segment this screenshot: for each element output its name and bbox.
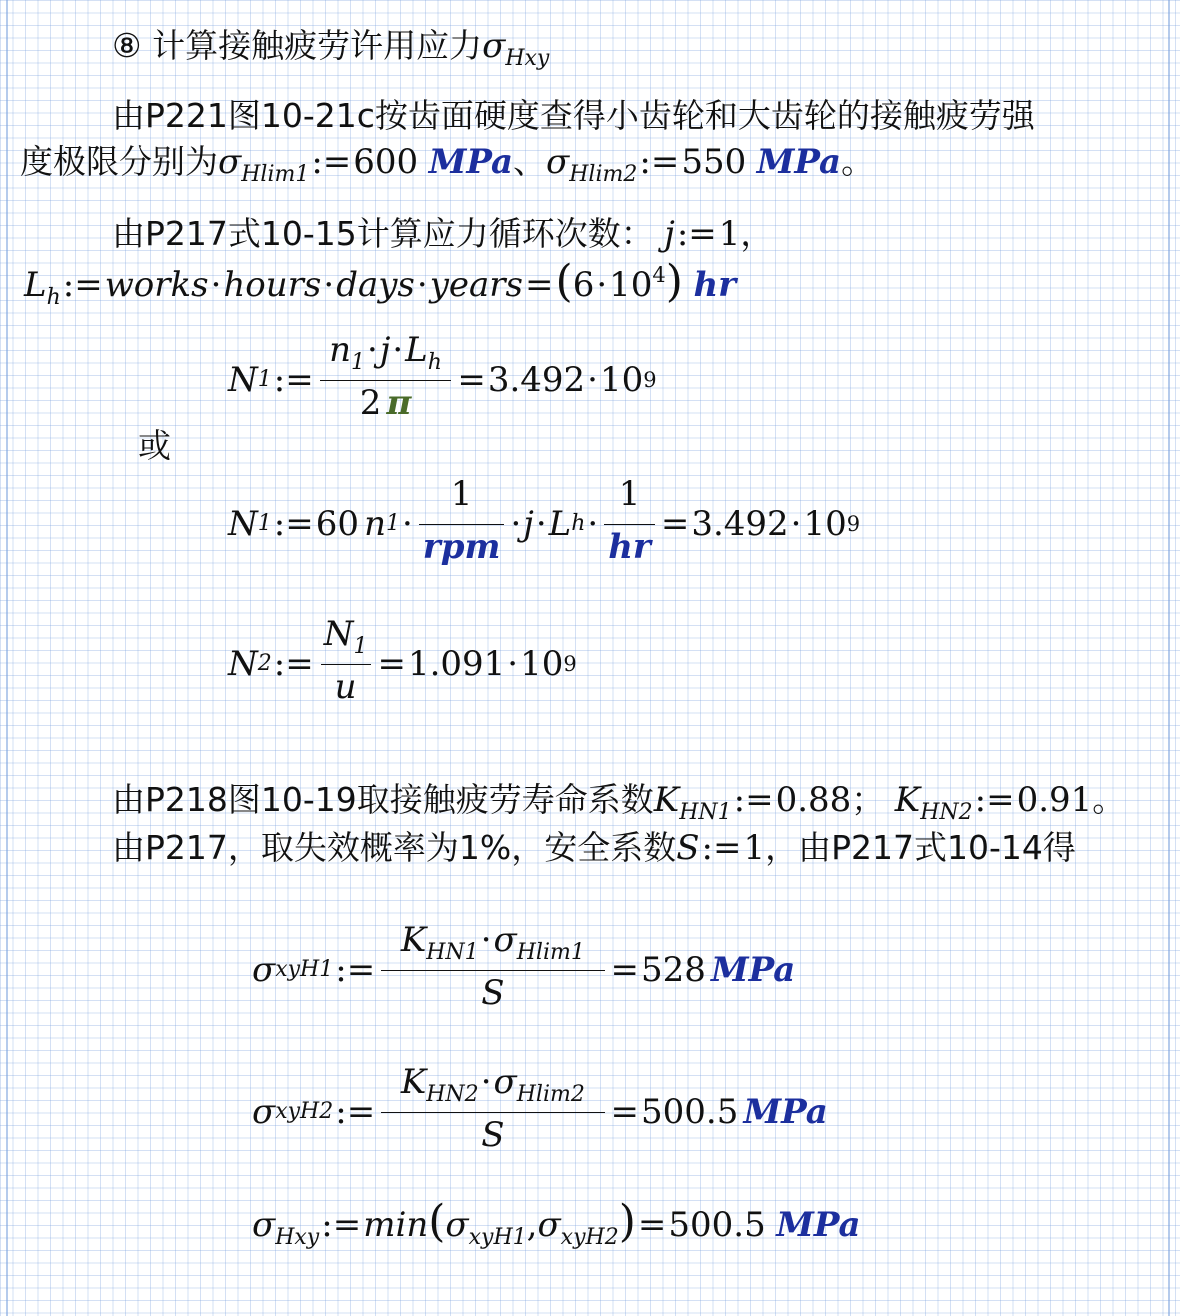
eq2-fraction-rpm [419, 474, 505, 573]
eq2-lhs: N [228, 503, 258, 544]
eq5-fraction: $\frac{K_{HN2}\cdot\sigma_{Hlim2}}{S}$ [381, 1062, 604, 1161]
eq3-den: u [334, 667, 357, 707]
lim1-symbol: σ [218, 142, 242, 182]
eq6-comma: , [526, 1205, 538, 1245]
right-margin-line [1168, 0, 1170, 1316]
paragraph-1-line-2 [20, 140, 875, 187]
lh-term-days: days [336, 265, 415, 305]
eq1-den-coef: 2 [359, 383, 382, 423]
eq6-arg2: σ [537, 1205, 561, 1245]
eq6-unit: MPa [776, 1205, 861, 1245]
sigma-hxy-equation: $\sigma_{Hxy}:=\min(\sigma_{xyH1},\sigma_{xyH2})=500.5$ MPa [252, 1196, 861, 1250]
lh-term-hours: hours [223, 265, 322, 305]
j-end: ， [740, 214, 774, 253]
eq2-frac1-den: rpm [422, 527, 501, 567]
eq5-lhs: σ [252, 1091, 276, 1132]
lh-result-exp: 4 [652, 263, 666, 287]
eq6-arg1: σ [445, 1205, 469, 1245]
eq5-equals: = [610, 1091, 639, 1132]
eq2-frac2-num: 1 [618, 474, 641, 514]
eq5-num-K: K [400, 1062, 427, 1102]
lh-unit: hr [693, 265, 737, 305]
eq4-assign: := [335, 949, 376, 990]
eq1-equals: = [457, 359, 486, 400]
lim1-value: 600 [353, 142, 419, 182]
paragraph-2-line-1 [112, 212, 773, 256]
lim2-sub: Hlim2 [569, 162, 638, 187]
eq2-frac2-den: hr [608, 527, 651, 567]
eq3-assign: := [273, 643, 314, 684]
s-value: 1 [743, 828, 766, 868]
k1-assign: := [733, 780, 774, 820]
p3-separator: ； [851, 780, 885, 819]
eq3-num: N [323, 614, 354, 654]
eq2-j: j [523, 503, 534, 544]
eq6-lhs-sub: Hxy [275, 1225, 320, 1250]
paragraph-3 [112, 778, 1126, 825]
eq4-num-sigma-sub: Hlim1 [516, 940, 585, 965]
eq1-num-L: L [405, 330, 428, 370]
p2-text: 由P217式10-15计算应力循环次数： [112, 214, 654, 253]
lh-equation: $L_h:=works\cdot hours\cdot days\cdot years=(6\cdot 10^4)$ hr [24, 256, 737, 310]
lh-term-works: works [104, 265, 209, 305]
eq1-num-j: j [379, 330, 391, 370]
eq4-num-K: K [400, 920, 427, 960]
eq2-result-base: 10 [803, 503, 847, 544]
n1-equation-a: N 1 := $\frac{n_1\cdot j\cdot L_h}{2 \pi}$ = 3.492 · 10 9 [228, 330, 657, 429]
or-text: 或 [138, 426, 171, 465]
lh-assign: := [62, 265, 103, 305]
k1-symbol: K [653, 780, 680, 820]
heading-symbol-sub: Hxy [505, 46, 550, 71]
eq6-func: min [363, 1205, 429, 1245]
eq4-den: S [481, 973, 505, 1013]
eq2-n: n [364, 503, 386, 544]
or-label [138, 424, 171, 468]
lim1-assign: := [311, 142, 352, 182]
eq2-result: 3.492 [691, 503, 789, 544]
eq2-frac1-num: 1 [450, 474, 473, 514]
lim1-sub: Hlim1 [241, 162, 310, 187]
p3-text: 由P218图10-19取接触疲劳寿命系数 [112, 780, 654, 819]
p1-text-1: 由P221图10-21c按齿面硬度查得小齿轮和大齿轮的接触疲劳强 [112, 96, 1035, 135]
s-symbol: S [676, 828, 700, 868]
eq6-arg1-sub: xyH1 [468, 1225, 527, 1250]
eq4-result: 528 [641, 949, 706, 990]
sigma-xyh1-equation: σ xyH1 := $\frac{K_{HN1}\cdot\sigma_{Hlim1}}{S}$ = 528 MPa [252, 920, 795, 1019]
n2-equation: N 2 := $\frac{N_1}{u}$ = 1.091 · 10 9 [228, 614, 577, 713]
eq1-num-n-sub: 1 [351, 350, 365, 375]
eq4-equals: = [610, 949, 639, 990]
lim2-unit: MPa [756, 142, 842, 182]
j-symbol: j [664, 214, 675, 254]
eq5-assign: := [335, 1091, 376, 1132]
eq2-coef: 60 [315, 503, 359, 544]
eq5-unit: MPa [743, 1091, 828, 1132]
k1-value: 0.88 [775, 780, 852, 820]
eq4-lhs: σ [252, 949, 276, 990]
k2-symbol: K [894, 780, 921, 820]
eq6-assign: := [321, 1205, 362, 1245]
p3-end: 。 [1092, 780, 1126, 819]
lim2-assign: := [639, 142, 680, 182]
lh-term-years: years [429, 265, 524, 305]
lh-sub: h [46, 285, 61, 310]
p1-text-2: 度极限分别为 [20, 142, 218, 181]
s-assign: := [701, 828, 742, 868]
j-assign: := [676, 214, 717, 254]
p1-end: 。 [841, 142, 875, 181]
eq4-num-K-sub: HN1 [426, 940, 479, 965]
heading-marker: ⑧ [112, 26, 142, 65]
eq1-assign: := [273, 359, 314, 400]
eq2-fraction-hr [604, 474, 655, 573]
j-value: 1 [718, 214, 741, 254]
eq5-den: S [481, 1115, 505, 1155]
eq5-num-K-sub: HN2 [426, 1082, 479, 1107]
eq1-num-n: n [329, 330, 351, 370]
lim2-value: 550 [681, 142, 747, 182]
left-margin-line [6, 0, 8, 1316]
k1-sub: HN1 [679, 800, 732, 825]
eq4-fraction: $\frac{K_{HN1}\cdot\sigma_{Hlim1}}{S}$ [381, 920, 604, 1019]
eq3-result-base: 10 [520, 643, 564, 684]
eq6-arg2-sub: xyH2 [560, 1225, 619, 1250]
sigma-xyh2-equation: σ xyH2 := $\frac{K_{HN2}\cdot\sigma_{Hlim2}}{S}$ = 500.5 MPa [252, 1062, 828, 1161]
heading-text: 计算接触疲劳许用应力 [152, 26, 483, 65]
k2-sub: HN2 [920, 800, 973, 825]
eq3-equals: = [377, 643, 406, 684]
eq3-fraction [320, 614, 372, 713]
p4-text-2: ，由P217式10-14得 [765, 828, 1076, 867]
lh-equals: = [525, 265, 554, 305]
heading-symbol: σ [482, 26, 506, 66]
eq2-L: L [548, 503, 572, 544]
eq2-equals: = [660, 503, 690, 544]
section-heading [112, 24, 550, 71]
eq4-unit: MPa [711, 949, 796, 990]
k2-assign: := [974, 780, 1015, 820]
eq2-assign: := [273, 503, 314, 544]
paragraph-1-line-1 [112, 94, 1035, 138]
eq3-result: 1.091 [407, 643, 506, 684]
lh-result-base: 10 [609, 265, 653, 305]
eq6-lhs: σ [252, 1205, 276, 1245]
eq6-equals: = [637, 1205, 667, 1245]
eq1-lhs: N [228, 359, 258, 400]
p1-separator: 、 [513, 142, 547, 181]
eq5-result: 500.5 [641, 1091, 739, 1132]
eq1-result-base: 10 [599, 359, 644, 400]
lh-symbol: L [24, 265, 47, 305]
n1-equation-b: N 1 := 60 n 1 · $\frac{1}{\text{rpm}}$ · j · L h · $\frac{1}{hr}$ = 3.492 · 10 9 [228, 474, 860, 573]
eq3-lhs: N [228, 643, 258, 684]
lim1-unit: MPa [428, 142, 514, 182]
eq1-num-L-sub: h [427, 350, 442, 375]
eq1-result: 3.492 [487, 359, 586, 400]
eq6-result: 500.5 [668, 1205, 766, 1245]
eq4-num-sigma: σ [493, 920, 517, 960]
lh-result-coef: 6 [572, 265, 595, 305]
p4-text-1: 由P217，取失效概率为1%，安全系数 [112, 828, 677, 867]
lim2-symbol: σ [546, 142, 570, 182]
k2-value: 0.91 [1016, 780, 1093, 820]
paragraph-4 [112, 826, 1076, 870]
eq5-num-sigma-sub: Hlim2 [516, 1082, 585, 1107]
eq5-num-sigma: σ [493, 1062, 517, 1102]
eq1-den-pi: π [386, 383, 412, 423]
eq1-fraction: $\frac{n_1\cdot j\cdot L_h}{2 \pi}$ [320, 330, 452, 429]
eq3-num-sub: 1 [353, 634, 368, 659]
